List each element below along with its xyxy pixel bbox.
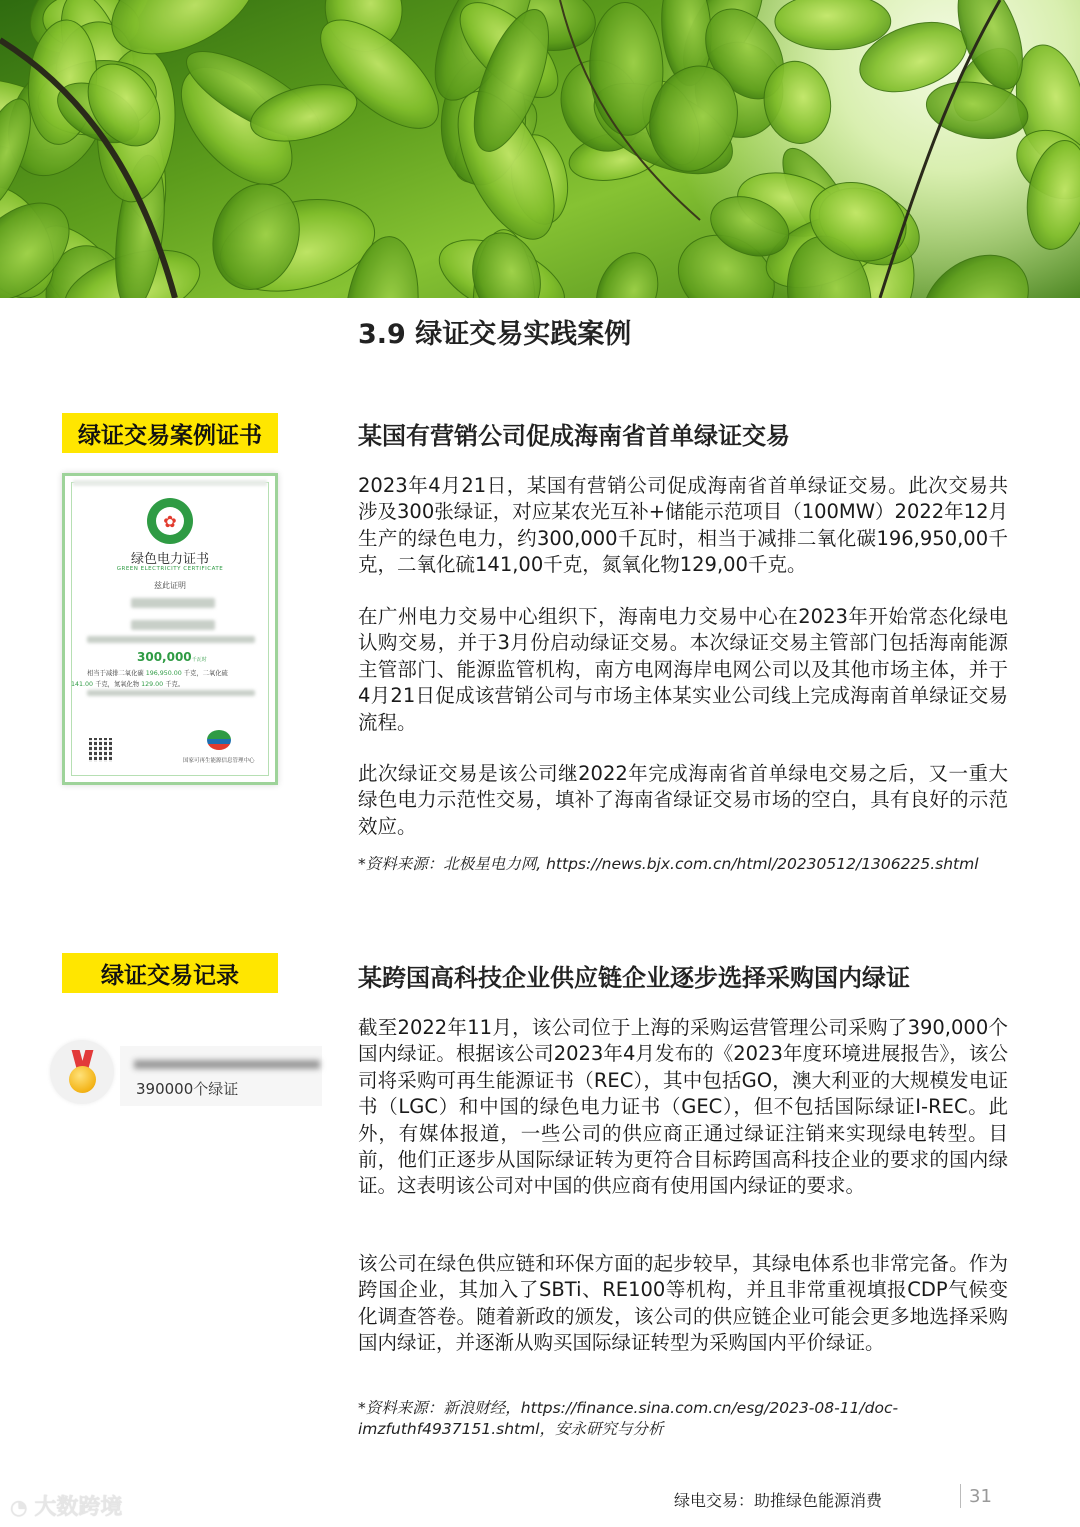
case2-title: 某跨国高科技企业供应链企业逐步选择采购国内绿证 xyxy=(358,964,910,992)
case1-paragraph-2: 在广州电力交易中心组织下，海南电力交易中心在2023年开始常态化绿电认购交易，并于3月份启动绿证交易。本次绿证交易主管部门包括海南能源主管部门、能源监管机构，南方电网海岸电网公司以及其他市场主体，并于4月21日促成该营销公司与市场主体某实业公司线上完成海南首单绿证交易流程。 xyxy=(358,605,1008,734)
footer-title: 绿电交易：助推绿色能源消费 xyxy=(674,1491,883,1510)
record-blurred-name xyxy=(134,1060,320,1069)
certificate-emission-line-1: 相当于减排二氧化碳 196,950.00 千克，二氧化硫 xyxy=(87,670,228,677)
case1-paragraph-1: 2023年4月21日，某国有营销公司促成海南省首单绿证交易。此次交易共涉及300张绿证，对应某农光互补+储能示范项目（100MW）2022年12月生产的绿色电力，约300,000千瓦时，相当于减排二氧化碳196,950,00千克，二氧化硫141,00千克，氮氧化物129,00千克。 xyxy=(358,474,1008,577)
case2-paragraph-2: 该公司在绿色供应链和环保方面的起步较早，其绿电体系也非常完备。作为跨国企业，其加入了SBTi、RE100等机构，并且非常重视填报CDP气候变化调查答卷。随着新政的颁发，该公司的供应链企业可能会更多地选择采购国内绿证，并逐渐从购买国际绿证转型为采购国内平价绿证。 xyxy=(358,1252,1008,1355)
case1-title: 某国有营销公司促成海南省首单绿证交易 xyxy=(358,422,790,450)
page-number: 31 xyxy=(969,1486,992,1507)
certificate-emblem-icon: ✿ xyxy=(147,498,193,544)
certificate-issuer: 国家可再生能源信息管理中心 xyxy=(183,758,255,764)
footer-divider xyxy=(960,1484,961,1508)
case2-paragraph-1: 截至2022年11月，该公司位于上海的采购运营管理公司采购了390,000个国内绿证。根据该公司2023年4月发布的《2023年度环境进展报告》，该公司将采购可再生能源证书（REC），其中包括GO，澳大利亚的大规模发电证书（LGC）和中国的绿色电力证书（GEC），但不包括国际绿证I-REC。此外，有媒体报道，一些公司的供应商正通过绿证注销来实现绿电转型。目前，他们正逐步从国际绿证转为更符合目标跨国高科技企业的要求的国内绿证。这表明该公司对中国的供应商有使用国内绿证的要求。 xyxy=(358,1016,1008,1198)
certificate-blurred-line xyxy=(87,636,255,643)
leaf-banner-image xyxy=(0,0,1080,298)
certificate-header-blurred xyxy=(73,480,267,486)
issuer-logo-icon xyxy=(207,730,231,750)
case-certificate-tag: 绿证交易案例证书 xyxy=(62,413,278,453)
certificate-blurred-footer xyxy=(87,690,255,696)
certificate-blurred-name-1 xyxy=(131,598,215,608)
certificate-subtitle: GREEN ELECTRICITY CERTIFICATE xyxy=(116,566,224,572)
certificate-blurred-name-2 xyxy=(131,620,215,630)
case1-paragraph-3: 此次绿证交易是该公司继2022年完成海南省首单绿电交易之后，又一重大绿色电力示范性交易，填补了海南省绿证交易市场的空白，具有良好的示范效应。 xyxy=(358,762,1008,838)
certificate-title: 绿色电力证书 xyxy=(130,552,209,567)
green-certificate-image xyxy=(62,473,278,785)
certificate-record-card xyxy=(50,1040,322,1106)
case2-source: *资料来源：新浪财经，https://finance.sina.com.cn/esg/2023-08-11/doc-imzfuthf4937151.shtml，安永研究与分析 xyxy=(358,1399,899,1438)
watermark: ◔ 大数跨境 xyxy=(10,1495,123,1520)
case1-source: *资料来源：北极星电力网, https://news.bjx.com.cn/html/20230512/1306225.shtml xyxy=(358,855,979,873)
case-record-tag: 绿证交易记录 xyxy=(62,953,278,993)
qr-code-overlay xyxy=(89,738,113,762)
certificate-certify-text: 兹此证明 xyxy=(154,581,186,590)
watermark-logo-icon: ◔ xyxy=(10,1495,35,1519)
certificate-amount: 300,000千瓦时 xyxy=(137,650,207,664)
medal-icon xyxy=(69,1066,96,1093)
certificate-emission-line-2: 141.00 千克，氮氧化物 129.00 千克。 xyxy=(71,681,185,688)
section-title: 3.9 绿证交易实践案例 xyxy=(358,319,632,350)
record-count: 390000个绿证 xyxy=(136,1080,239,1098)
